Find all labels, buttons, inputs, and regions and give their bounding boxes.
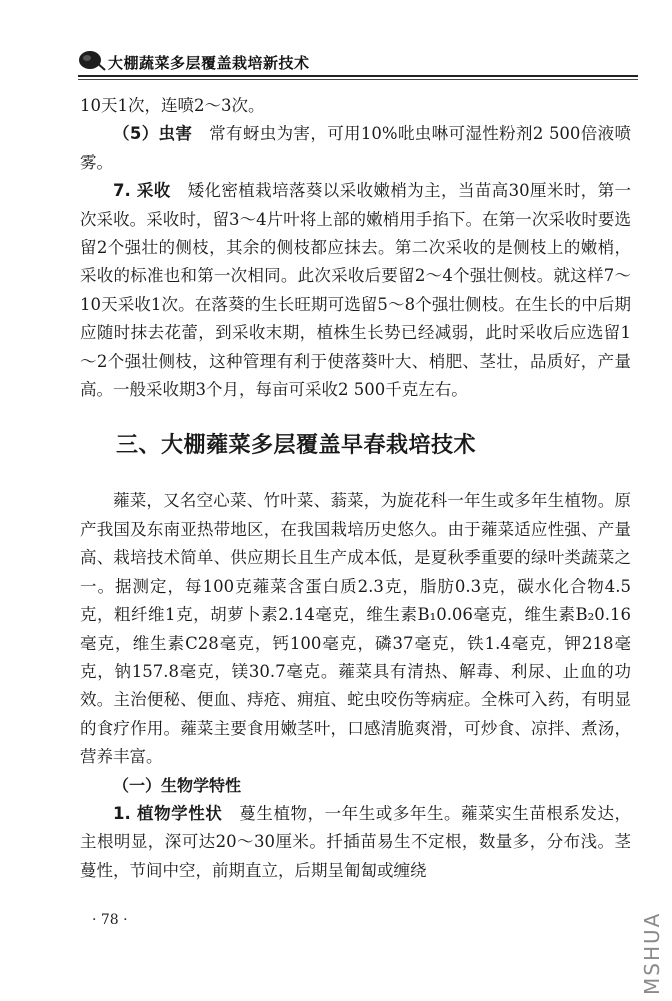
watermark: MSHUA <box>640 911 664 995</box>
harvest-text: 矮化密植栽培落葵以采收嫩梢为主，当苗高30厘米时，第一次采收。采收时，留3～4片叶将上部的嫩梢用手掐下。在第一次采收时要选留2个强壮的侧枝，其余的侧枝都应抹去。第二次采收的是侧枝上的嫩梢，采收的标准也和第一次相同。此次采收后要留2～4个强壮侧枝。就这样7～10天采收1次。在落葵的生长旺期可选留5～8个强壮侧枝。在生长的中后期应随时抹去花蕾，到采收末期，植株生长势已经减弱，此时采收后应选留1～2个强壮侧枝，这种管理有利于使落葵叶大、梢肥、茎壮，品质好，产量高。一般采收期3个月，每亩可采收2 500千克左右。 <box>80 181 632 400</box>
header-rule <box>78 75 638 77</box>
botany-label: 1. 植物学性状 <box>113 803 223 823</box>
subsection-heading: （一）生物学特性 <box>113 775 242 795</box>
paragraph-harvest <box>80 177 631 404</box>
section-title: 三、大棚蕹菜多层覆盖早春栽培技术 <box>116 433 477 459</box>
paragraph-botany <box>80 800 631 885</box>
botany-text: 蔓生植物，一年生或多年生。蕹菜实生苗根系发达，主根明显，深可达20～30厘米。扦插苗易生不定根，数量多，分布浅。茎蔓性，节间中空，前期直立，后期呈匍匐或缠绕 <box>80 803 632 880</box>
paragraph-continuation: 10天1次，连喷2～3次。 <box>80 96 265 115</box>
pests-label: （5）虫害 <box>113 124 193 144</box>
page-number: · 78 · <box>92 912 128 928</box>
header-title: 大棚蔬菜多层覆盖栽培新技术 <box>108 54 310 72</box>
pests-text: 常有蚜虫为害，可用10%吡虫啉可湿性粉剂2 500倍液喷雾。 <box>80 124 632 172</box>
page-body <box>80 92 631 885</box>
paragraph-pests <box>80 120 631 177</box>
leaf-logo-icon <box>78 48 106 72</box>
harvest-label: 7. 采收 <box>113 181 171 201</box>
paragraph-intro: 蕹菜，又名空心菜、竹叶菜、蓊菜，为旋花科一年生或多年生植物。原产我国及东南亚热带地区，在我国栽培历史悠久。由于蕹菜适应性强、产量高、栽培技术简单、供应期长且生产成本低，是夏秋季重要的绿叶类蔬菜之一。据测定，每100克蕹菜含蛋白质2.3克，脂肪0.3克，碳水化合物4.5克，粗纤维1克，胡萝卜素2.14毫克，维生素B₁0.06毫克，维生素B₂0.16毫克，维生素C28毫克，钙100毫克，磷37毫克，铁1.4毫克，钾218毫克，钠157.8毫克，镁30.7毫克。蕹菜具有清热、解毒、利尿、止血的功效。主治便秘、便血、痔疮、痈疽、蛇虫咬伤等病症。全株可入药，有明显的食疗作用。蕹菜主要食用嫩茎叶，口感清脆爽滑，可炒食、凉拌、煮汤，营养丰富。 <box>80 491 631 767</box>
running-header <box>78 40 638 80</box>
header-rule-thin <box>78 79 638 80</box>
